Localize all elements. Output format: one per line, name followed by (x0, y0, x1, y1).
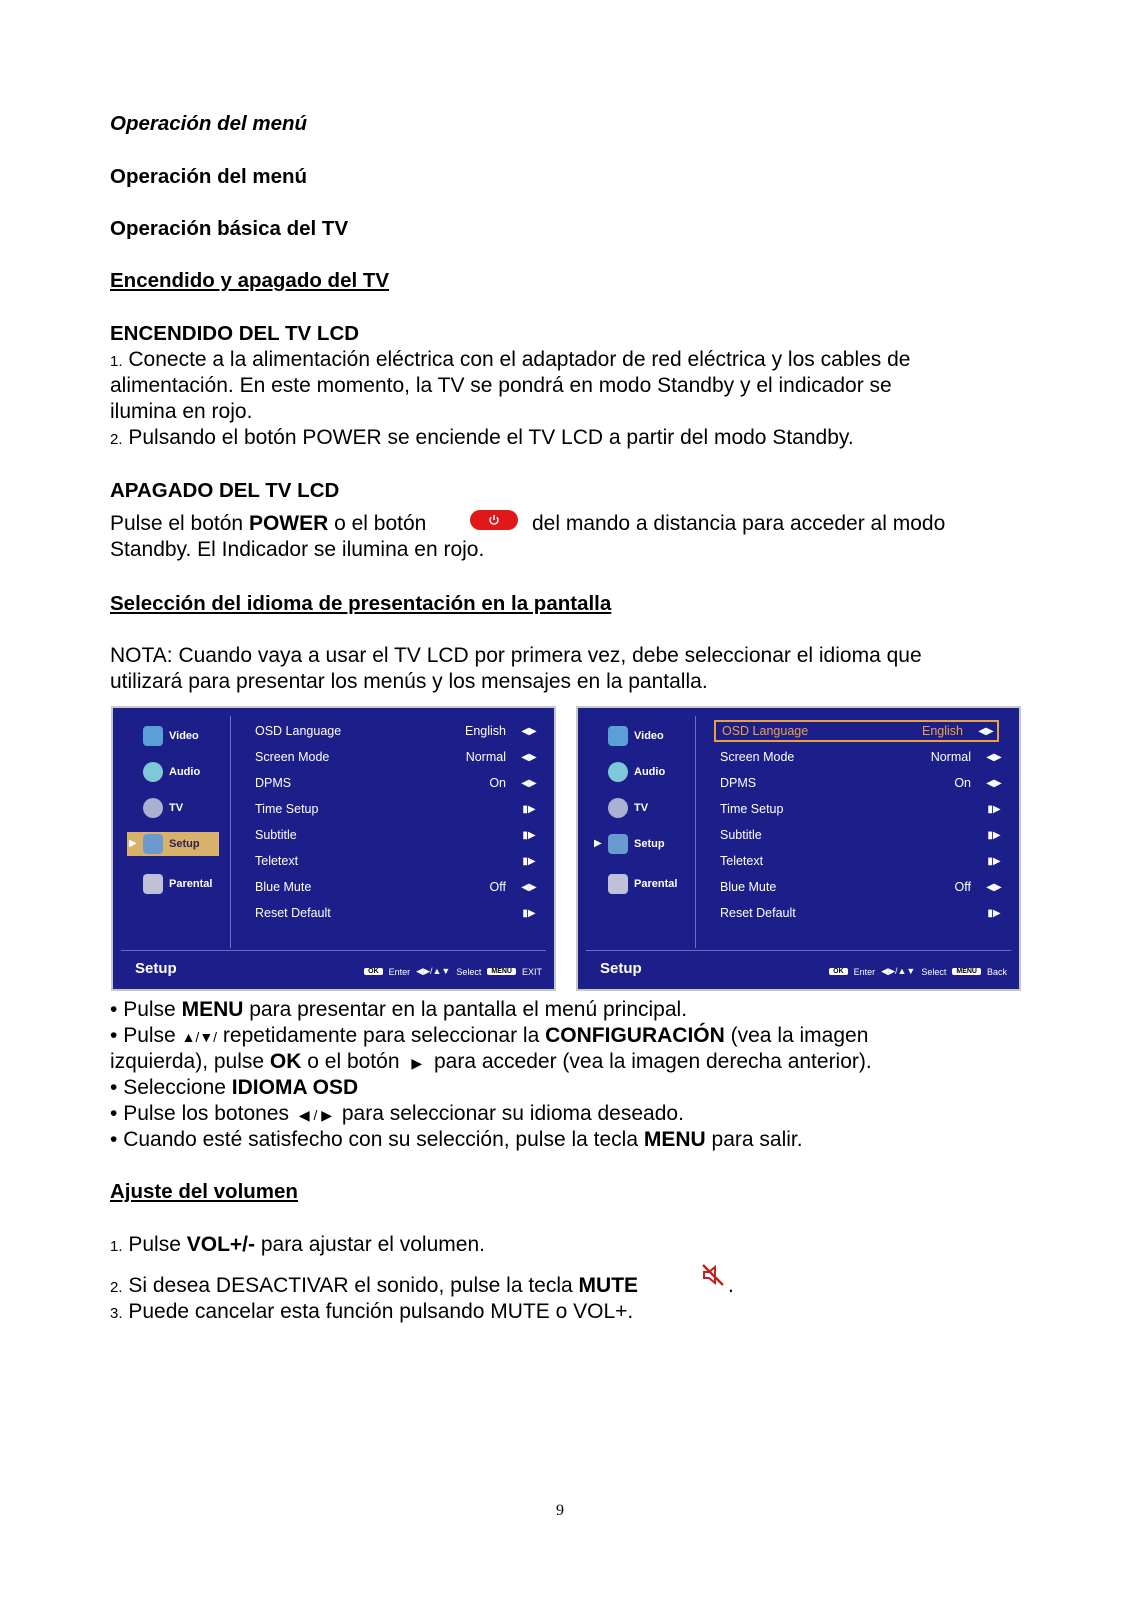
osd-row (255, 798, 540, 820)
power-on-item-1-line-2: alimentación. En este momento, la TV se pondrá en modo Standby y el indicador se (110, 374, 892, 397)
left-right-arrows-icon: ◀▶ (521, 777, 537, 789)
volume-item-2 (110, 1273, 638, 1301)
item-text: Conecte a la alimentación eléctrica con el adaptador de red eléctrica y los cables de (128, 348, 911, 371)
power-off-line-2: Standby. El Indicador se ilumina en rojo. (110, 538, 485, 561)
left-right-arrows-icon: ◀ / ▶ (298, 1107, 333, 1123)
row-label: DPMS (720, 776, 757, 790)
row-value: Off (489, 880, 506, 894)
text: Si desea DESACTIVAR el sonido, pulse la tecla (128, 1274, 579, 1297)
sidebar-item-audio (592, 760, 684, 784)
volume-item-1 (110, 1232, 485, 1260)
selection-arrow-icon: ▶ (129, 838, 137, 849)
text: para presentar en la pantalla el menú principal. (243, 998, 688, 1021)
text: Pulse los botones (123, 1102, 289, 1125)
menu-key-icon: MENU (487, 968, 516, 975)
text: Cuando esté satisfecho con su selección, pulse la tecla (123, 1128, 644, 1151)
sidebar-item-video (592, 724, 684, 748)
osd-footer-title: Setup (135, 960, 177, 977)
power-on-title: ENCENDIDO DEL TV LCD (110, 322, 360, 345)
osd-row (720, 824, 1005, 846)
bullet-5 (110, 1127, 803, 1153)
keyword: IDIOMA OSD (231, 1076, 359, 1099)
osd-row (255, 720, 540, 742)
osd-footer-title: Setup (600, 960, 642, 977)
power-keyword: POWER (248, 512, 329, 535)
power-off-title: APAGADO DEL TV LCD (110, 479, 340, 502)
row-label: Reset Default (720, 906, 796, 920)
osd-row (255, 876, 540, 898)
ok-key-icon: OK (364, 968, 383, 975)
video-icon (608, 726, 628, 746)
keyword: VOL+/- (186, 1233, 255, 1256)
parental-icon (608, 874, 628, 894)
osd-row (720, 798, 1005, 820)
mute-icon (700, 1262, 726, 1293)
key-label: Back (986, 966, 1007, 977)
bullet-1 (110, 997, 687, 1023)
left-right-arrows-icon: ◀▶ (986, 881, 1002, 893)
text: para acceder (vea la imagen derecha anterior). (433, 1050, 872, 1073)
selection-arrow-icon: ▶ (594, 838, 602, 849)
bullet-icon: • (110, 998, 118, 1021)
heading-menu-operation: Operación del menú (110, 165, 308, 188)
right-arrow-icon: ▶ (411, 1055, 423, 1071)
row-value: Off (954, 880, 971, 894)
left-right-arrows-icon: ◀▶ (521, 751, 537, 763)
volume-item-3 (110, 1299, 633, 1327)
page-number: 9 (556, 1502, 564, 1519)
volume-item-2-end: . (728, 1274, 734, 1297)
label: Setup (634, 838, 665, 850)
label: TV (634, 802, 649, 814)
osd-row (720, 902, 1005, 924)
row-label: Screen Mode (720, 750, 795, 764)
osd-row (255, 902, 540, 924)
key-label: Select (456, 966, 482, 977)
sidebar-item-video (127, 724, 219, 748)
row-value: On (954, 776, 971, 790)
text: izquierda), pulse (110, 1050, 270, 1073)
enter-arrow-icon: ▮▶ (522, 803, 536, 815)
row-label: Screen Mode (255, 750, 330, 764)
key-label: Enter (853, 966, 876, 977)
note-line-2: utilizará para presentar los menús y los mensajes en la pantalla. (110, 670, 708, 693)
text: para ajustar el volumen. (255, 1233, 485, 1256)
bullet-3 (110, 1075, 358, 1101)
enter-arrow-icon: ▮▶ (987, 803, 1001, 815)
heading-basic-operation: Operación básica del TV (110, 217, 349, 240)
osd-row-selected (714, 720, 999, 742)
bullet-icon: • (110, 1128, 118, 1151)
bullet-icon: • (110, 1024, 118, 1047)
ok-key-icon: OK (829, 968, 848, 975)
tv-icon (143, 798, 163, 818)
row-label: Subtitle (720, 828, 762, 842)
osd-row (720, 876, 1005, 898)
row-label: OSD Language (722, 724, 809, 738)
power-off-line-1 (110, 511, 426, 537)
text: Pulse (123, 998, 182, 1021)
section-language: Selección del idioma de presentación en la pantalla (110, 592, 612, 615)
text: Pulse el botón (110, 512, 249, 535)
power-icon (470, 510, 518, 530)
keyword: MENU (181, 998, 244, 1021)
osd-row (255, 850, 540, 872)
sidebar-item-parental (127, 872, 219, 896)
row-label: DPMS (255, 776, 292, 790)
section-power: Encendido y apagado del TV (110, 269, 390, 292)
osd-screenshot-left (111, 706, 556, 991)
row-label: Blue Mute (255, 880, 312, 894)
osd-footer-keys (364, 966, 542, 977)
text: para seleccionar su idioma deseado. (341, 1102, 684, 1125)
label: Setup (169, 838, 200, 850)
bullet-icon: • (110, 1076, 118, 1099)
label: Parental (169, 878, 213, 890)
video-icon (143, 726, 163, 746)
row-value: English (922, 724, 963, 738)
item-number: 2. (110, 431, 123, 448)
row-label: Teletext (720, 854, 764, 868)
sidebar-item-setup (127, 832, 219, 856)
sidebar-item-setup (592, 832, 684, 856)
left-right-arrows-icon: ◀▶ (986, 751, 1002, 763)
label: TV (169, 802, 184, 814)
audio-icon (143, 762, 163, 782)
left-right-arrows-icon: ◀▶ (521, 725, 537, 737)
enter-arrow-icon: ▮▶ (987, 829, 1001, 841)
row-label: Reset Default (255, 906, 331, 920)
header-italic: Operación del menú (110, 112, 308, 135)
osd-footer-keys (829, 966, 1007, 977)
label: Audio (169, 766, 201, 778)
item-number: 3. (110, 1305, 123, 1322)
item-number: 1. (110, 353, 123, 370)
keyword: OK (269, 1050, 302, 1073)
row-value: On (489, 776, 506, 790)
sidebar-item-parental (592, 872, 684, 896)
item-number: 1. (110, 1238, 123, 1255)
audio-icon (608, 762, 628, 782)
key-label: Select (921, 966, 947, 977)
row-label: Teletext (255, 854, 299, 868)
text: Pulse (128, 1233, 187, 1256)
left-right-arrows-icon: ◀▶ (978, 725, 994, 737)
sidebar-item-audio (127, 760, 219, 784)
osd-row (720, 746, 1005, 768)
power-off-line-1-end: del mando a distancia para acceder al modo (532, 512, 946, 535)
bullet-4 (110, 1101, 684, 1128)
enter-arrow-icon: ▮▶ (522, 855, 536, 867)
osd-row (255, 772, 540, 794)
text: o el botón (328, 512, 427, 535)
text: Puede cancelar esta función pulsando MUTE o VOL+. (128, 1300, 634, 1323)
bullet-2-line-2 (110, 1049, 872, 1076)
label: Parental (634, 878, 678, 890)
setup-icon (143, 834, 163, 854)
arrows-key-icon: ◀▶/▲▼ (416, 966, 451, 976)
up-down-arrows-icon: ▲/▼/ (181, 1029, 218, 1045)
bullet-icon: • (110, 1102, 118, 1125)
enter-arrow-icon: ▮▶ (987, 855, 1001, 867)
power-on-item-1-line-3: ilumina en rojo. (110, 400, 253, 423)
item-text: Pulsando el botón POWER se enciende el TV LCD a partir del modo Standby. (128, 426, 854, 449)
enter-arrow-icon: ▮▶ (522, 907, 536, 919)
left-right-arrows-icon: ◀▶ (521, 881, 537, 893)
keyword: CONFIGURACIÓN (545, 1024, 725, 1047)
enter-arrow-icon: ▮▶ (522, 829, 536, 841)
text: (vea la imagen (724, 1024, 869, 1047)
osd-screenshot-right (576, 706, 1021, 991)
tv-icon (608, 798, 628, 818)
text: para salir. (705, 1128, 803, 1151)
osd-row (720, 850, 1005, 872)
key-label: EXIT (521, 966, 542, 977)
row-label: Time Setup (255, 802, 319, 816)
osd-row (255, 746, 540, 768)
bullet-2 (110, 1023, 868, 1050)
power-on-item-1 (110, 347, 910, 375)
section-volume: Ajuste del volumen (110, 1180, 298, 1203)
text: repetidamente para seleccionar la (222, 1024, 546, 1047)
text: o el botón (301, 1050, 400, 1073)
text: Seleccione (123, 1076, 232, 1099)
sidebar-item-tv (127, 796, 219, 820)
keyword: MENU (643, 1128, 706, 1151)
row-label: Blue Mute (720, 880, 777, 894)
label: Video (169, 730, 199, 742)
menu-key-icon: MENU (952, 968, 981, 975)
row-value: Normal (930, 750, 971, 764)
label: Audio (634, 766, 666, 778)
row-value: Normal (465, 750, 506, 764)
row-label: Subtitle (255, 828, 297, 842)
item-number: 2. (110, 1279, 123, 1296)
row-label: OSD Language (255, 724, 342, 738)
osd-row (720, 772, 1005, 794)
parental-icon (143, 874, 163, 894)
label: Video (634, 730, 664, 742)
sidebar-item-tv (592, 796, 684, 820)
text: Pulse (123, 1024, 176, 1047)
row-value: English (465, 724, 506, 738)
power-on-item-2 (110, 425, 854, 453)
left-right-arrows-icon: ◀▶ (986, 777, 1002, 789)
arrows-key-icon: ◀▶/▲▼ (881, 966, 916, 976)
key-label: Enter (388, 966, 411, 977)
osd-row (255, 824, 540, 846)
keyword: MUTE (578, 1274, 639, 1297)
enter-arrow-icon: ▮▶ (987, 907, 1001, 919)
setup-icon (608, 834, 628, 854)
row-label: Time Setup (720, 802, 784, 816)
note-line-1: NOTA: Cuando vaya a usar el TV LCD por primera vez, debe seleccionar el idioma que (110, 644, 922, 667)
